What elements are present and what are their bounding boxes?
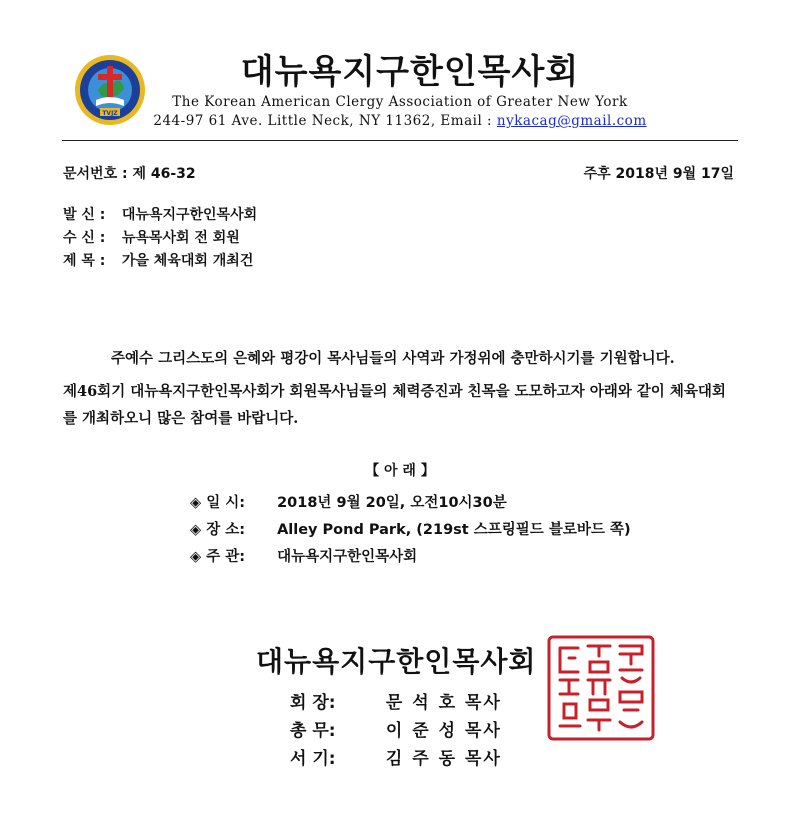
address-text: 244-97 61 Ave. Little Neck, NY 11362, Email : — [153, 113, 493, 129]
recipient-row — [63, 227, 240, 247]
body-paragraph: 제46회기 대뉴욕지구한인목사회가 회원목사님들의 체력증진과 친목을 도모하고자 아래와 같이 체육대회를 개최하오니 많은 참여를 바랍니다. — [63, 383, 726, 427]
logo-text: TVJZ — [102, 110, 118, 117]
sender-value: 대뉴욕지구한인목사회 — [121, 207, 258, 223]
official-seal — [546, 634, 656, 742]
datetime-label: ◈ 일 시: — [190, 495, 246, 511]
organizer-value: 대뉴욕지구한인목사회 — [277, 549, 418, 565]
document-number: 문서번호 : 제 46-32 — [63, 166, 196, 182]
details-section-title: 【 아 래 】 — [365, 463, 435, 479]
organizer-label: ◈ 주 관: — [190, 549, 246, 565]
greeting-text: 주예수 그리스도의 은혜와 평강이 목사님들의 사역과 가정위에 충만하시기를 기원합니다. — [111, 350, 675, 367]
sender-row — [63, 204, 257, 224]
signature-organization: 대뉴욕지구한인목사회 — [256, 645, 537, 678]
letterhead-address-line — [130, 113, 670, 129]
subject-row — [63, 250, 253, 270]
header-divider — [62, 140, 738, 141]
recipient-label: 수 신 : — [63, 230, 106, 246]
letterhead-title: 대뉴욕지구한인목사회 — [240, 52, 580, 92]
signature-clerk — [290, 744, 502, 769]
subject-label: 제 목 : — [63, 253, 106, 269]
president-name: 문 석 호 목사 — [385, 693, 502, 713]
datetime-value: 2018년 9월 20일, 오전10시30분 — [277, 495, 507, 511]
detail-organizer — [190, 545, 417, 566]
president-role: 회 장: — [290, 693, 336, 713]
sender-label: 발 신 : — [63, 207, 106, 223]
secretary-general-role: 총 무: — [290, 721, 336, 741]
clerk-name: 김 주 동 목사 — [385, 749, 502, 769]
signature-secretary-general — [290, 716, 502, 741]
email-link[interactable]: nykacag@gmail.com — [496, 113, 647, 129]
signature-president — [290, 688, 502, 713]
clerk-role: 서 기: — [290, 749, 336, 769]
location-value: Alley Pond Park, (219st 스프링필드 블로바드 쪽) — [277, 522, 631, 538]
recipient-value: 뉴욕목사회 전 회원 — [121, 230, 240, 246]
detail-location — [190, 518, 631, 539]
subject-value: 가을 체육대회 개최건 — [121, 253, 254, 269]
document-date: 주후 2018년 9월 17일 — [583, 166, 734, 182]
detail-datetime — [190, 491, 507, 512]
letterhead-subtitle: The Korean American Clergy Association of Greater New York — [172, 94, 628, 110]
secretary-general-name: 이 준 성 목사 — [385, 721, 502, 741]
location-label: ◈ 장 소: — [190, 522, 246, 538]
